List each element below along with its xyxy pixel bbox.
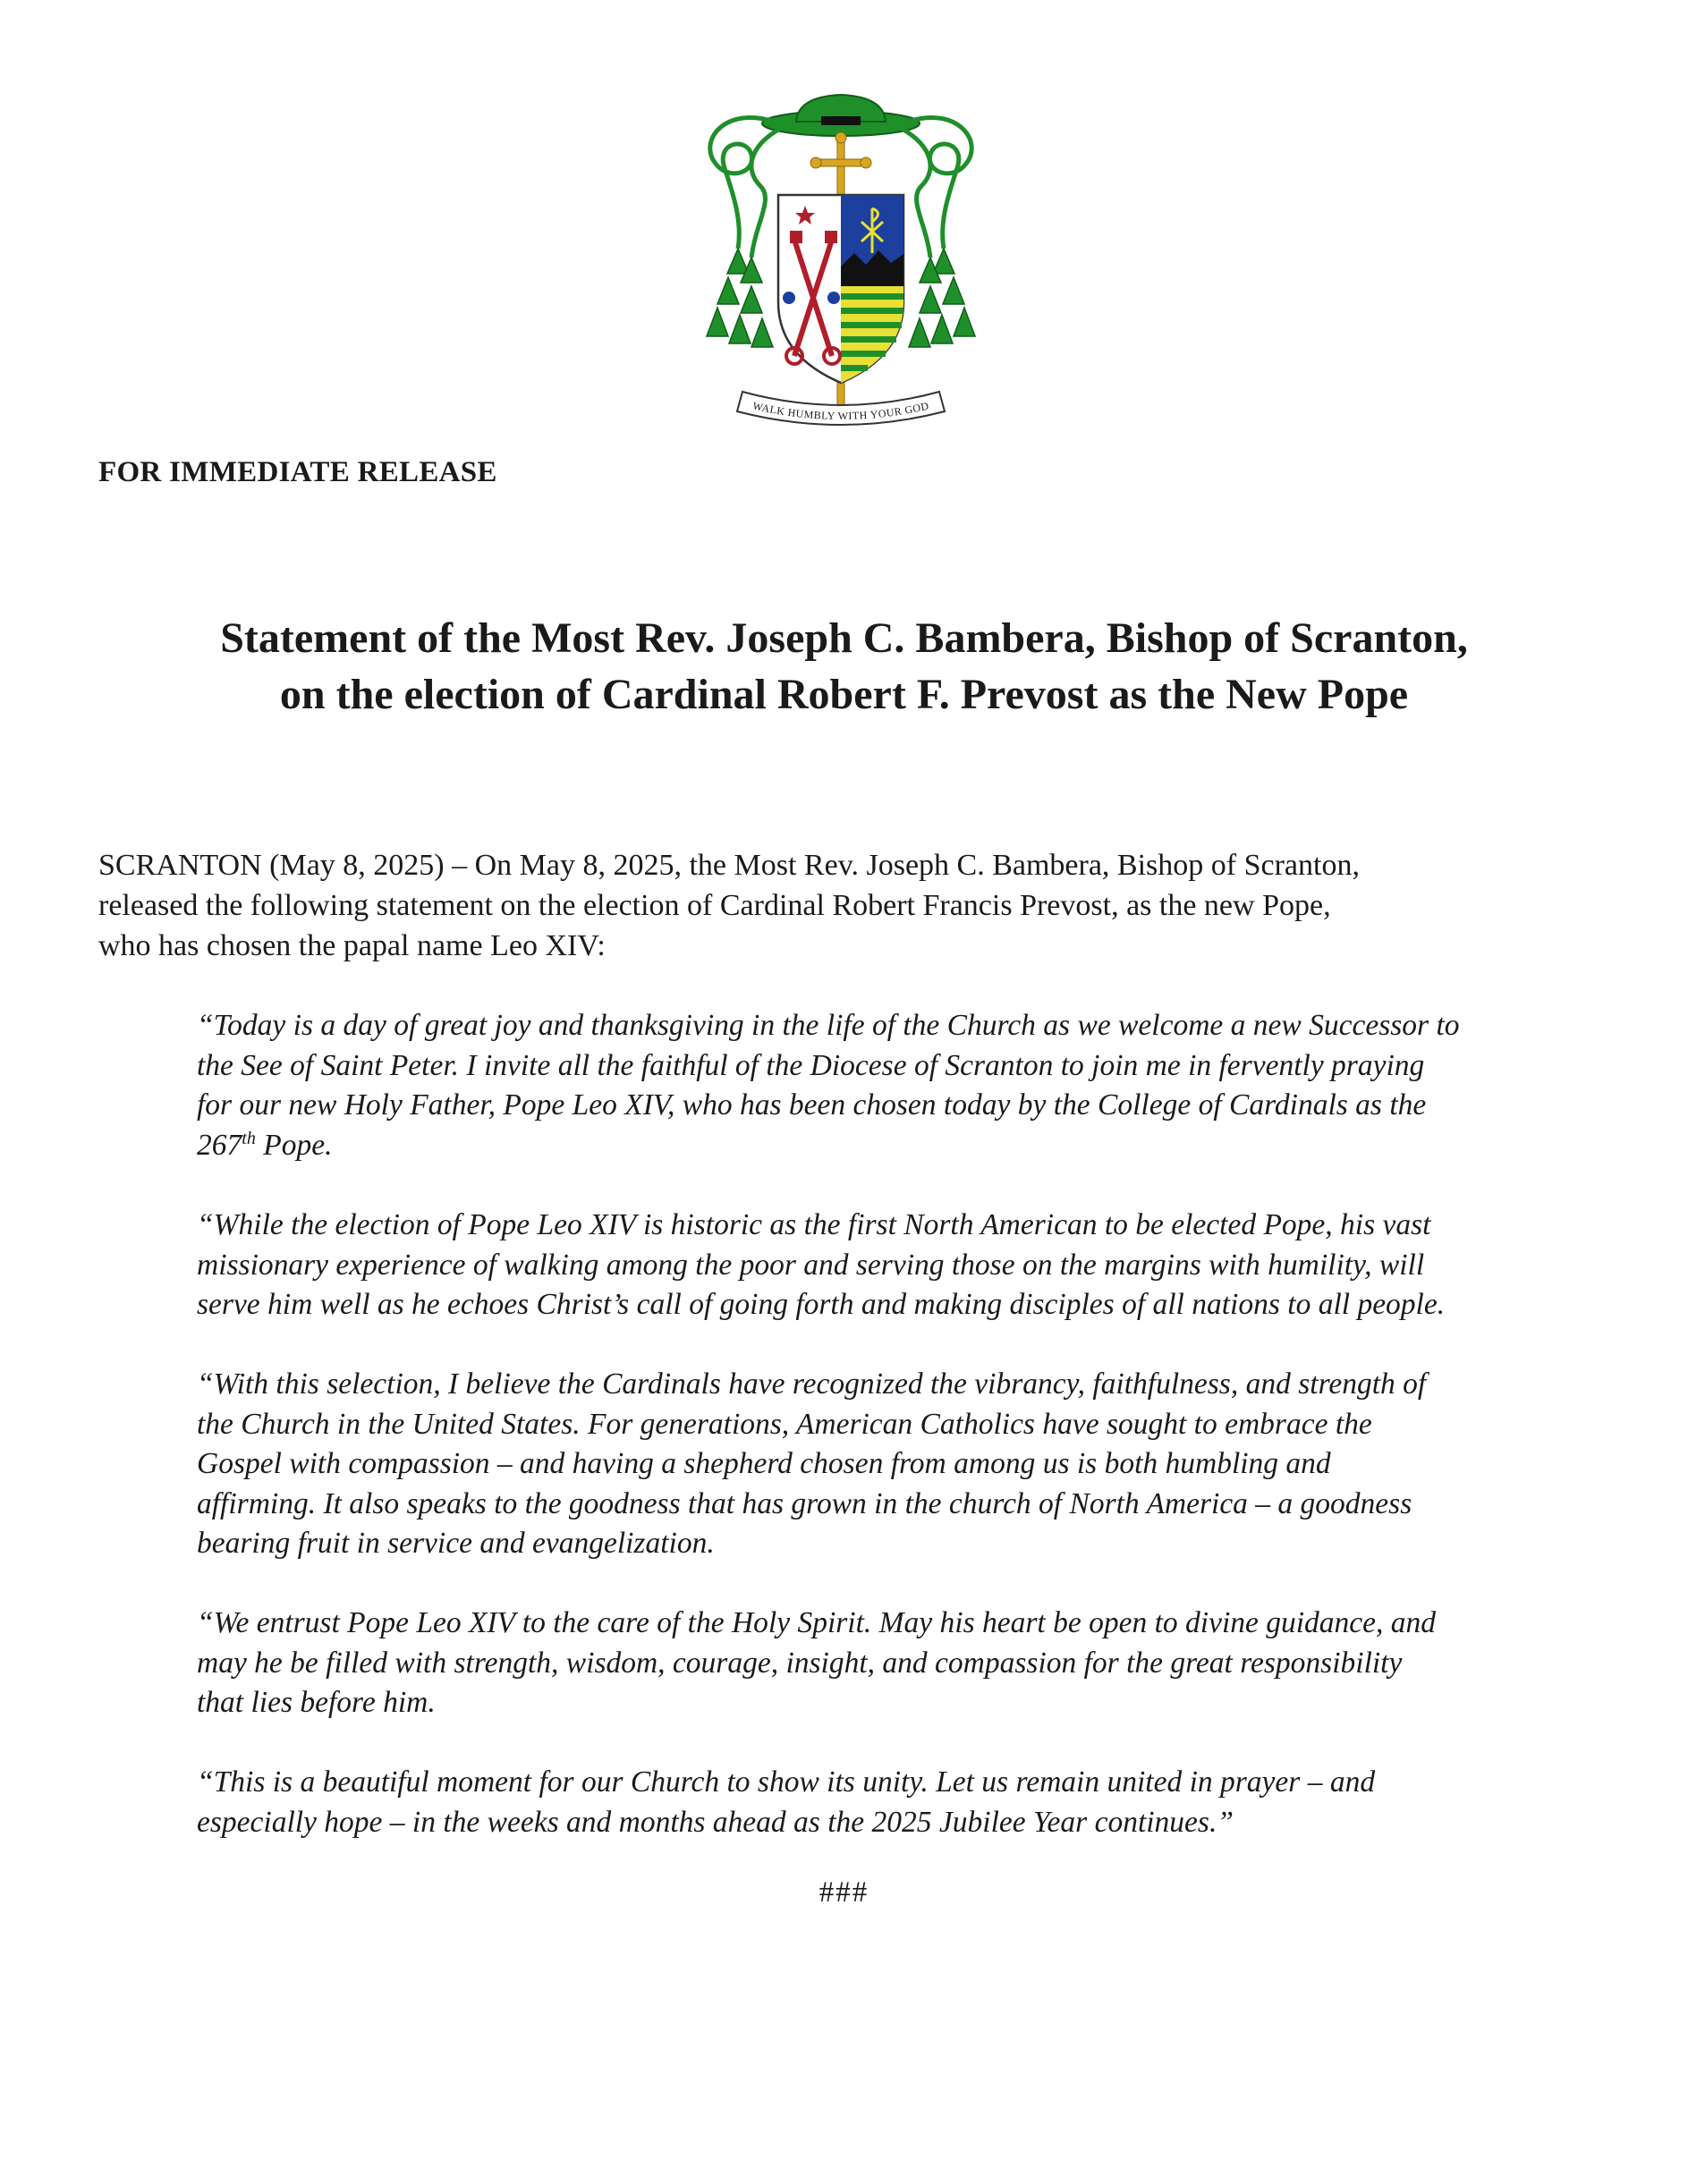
quote-line [197, 1126, 1610, 1166]
quote-line: serve him well as he echoes Christ’s call of going forth and making disciples of all nations to all people. [197, 1288, 1446, 1321]
quote-line: missionary experience of walking among the poor and serving those on the margins with humility, will [197, 1248, 1425, 1282]
quote-line: bearing fruit in service and evangelization. [197, 1527, 715, 1560]
title-line: on the election of Cardinal Robert F. Prevost as the New Pope [279, 671, 1409, 718]
quote-line: the See of Saint Peter. I invite all the faithful of the Diocese of Scranton to join me in fervently praying [197, 1048, 1425, 1082]
quote-line: “While the election of Pope Leo XIV is historic as the first North American to be elected Pope, his vast [197, 1208, 1431, 1241]
quote-paragraph-3 [197, 1365, 1610, 1564]
quote-line: “With this selection, I believe the Cardinals have recognized the vibrancy, faithfulness, and strength of [197, 1367, 1427, 1401]
release-label: FOR IMMEDIATE RELEASE [98, 456, 497, 488]
ordinal-suffix: th [242, 1128, 256, 1148]
end-of-release-mark: ### [819, 1876, 869, 1909]
quote-line: especially hope – in the weeks and months ahead as the 2025 Jubilee Year continues.” [197, 1805, 1234, 1839]
intro-line: SCRANTON (May 8, 2025) – On May 8, 2025, the Most Rev. Joseph C. Bambera, Bishop of Scranton, [98, 849, 1360, 882]
title-line: Statement of the Most Rev. Joseph C. Bambera, Bishop of Scranton, [220, 614, 1468, 662]
quote-line: the Church in the United States. For generations, American Catholics have sought to embrace the [197, 1407, 1372, 1441]
quote-line: “Today is a day of great joy and thanksgiving in the life of the Church as we welcome a new Successor to [197, 1009, 1460, 1042]
quote-paragraph-4 [197, 1604, 1610, 1723]
quote-paragraph-5 [197, 1763, 1610, 1842]
quote-paragraph-1 [197, 1006, 1610, 1165]
quote-line: “This is a beautiful moment for our Church to show its unity. Let us remain united in prayer – and [197, 1765, 1376, 1799]
intro-line: who has chosen the papal name Leo XIV: [98, 929, 606, 962]
quote-line: “We entrust Pope Leo XIV to the care of the Holy Spirit. May his heart be open to divine guidance, and [197, 1606, 1437, 1639]
quote-paragraph-2 [197, 1206, 1610, 1325]
svg-text:WALK HUMBLY WITH YOUR GOD: WALK HUMBLY WITH YOUR GOD [751, 399, 930, 423]
page-title [81, 610, 1607, 723]
ordinal-number: 267 [197, 1128, 242, 1162]
quote-line: affirming. It also speaks to the goodness that has grown in the church of North America – a goodness [197, 1486, 1412, 1520]
quote-line: that lies before him. [197, 1686, 436, 1719]
quote-line: Gospel with compassion – and having a shepherd chosen from among us is both humbling and [197, 1447, 1331, 1480]
episcopal-coat-of-arms [689, 88, 993, 427]
intro-paragraph [98, 845, 1601, 966]
quote-line-rest: Pope. [255, 1128, 333, 1162]
quote-line: for our new Holy Father, Pope Leo XIV, who has been chosen today by the College of Cardinals as the [197, 1088, 1427, 1122]
intro-line: released the following statement on the election of Cardinal Robert Francis Prevost, as the new Pope, [98, 889, 1331, 922]
quote-line: may he be filled with strength, wisdom, courage, insight, and compassion for the great responsibility [197, 1646, 1403, 1680]
